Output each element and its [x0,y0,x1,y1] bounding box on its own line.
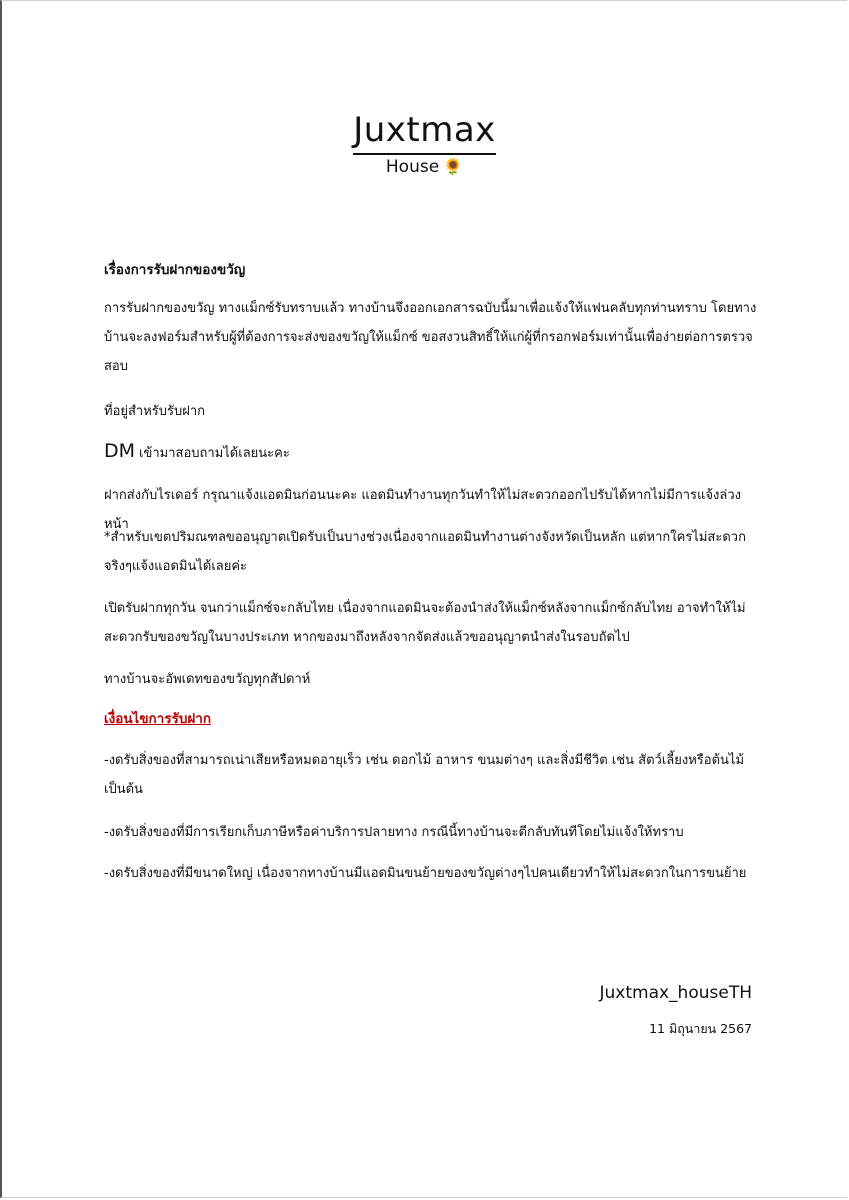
document-title [0,110,849,150]
document-subtitle [0,156,849,178]
subtitle-text: House [385,157,440,177]
document-date: 11 มิถุนายน 2567 [649,1021,752,1036]
update-note: ทางบ้านจะอัพเดทของขวัญทุกสัปดาห์ [104,672,311,687]
area-note: *สำหรับเขตปริมณฑลขออนุญาตเปิดรับเป็นบางช่วงเนื่องจากแอดมินทำงานต่างจังหวัดเป็นหลัก แต่หากใครไม่สะดวกจริงๆแจ้งแอดมินได้เลยค่ะ [104,530,746,574]
rider-note: ฝากส่งกับไรเดอร์ กรุณาแจ้งแอดมินก่อนนะคะ แอดมินทำงานทุกวันทำให้ไม่สะดวกออกไปรับได้หากไม่มีการแจ้งล่วงหน้า [104,488,741,532]
open-note: เปิดรับฝากทุกวัน จนกว่าแม็กซ์จะกลับไทย เนื่องจากแอดมินจะต้องนำส่งให้แม็กซ์หลังจากแม็กซ์กลับไทย อาจทำให้ไม่สะดวกรับของขวัญในบางประเภท หากของมาถึงหลังจากจัดส่งแล้วขออนุญาตนำส่งในรอบถัดไป [104,601,746,645]
signature: Juxtmax_houseTH [599,983,752,1003]
dm-text: เข้ามาสอบถามได้เลยนะคะ [139,446,290,461]
notice-heading: เรื่องการรับฝากของขวัญ [104,262,246,278]
condition-item-3: -งดรับสิ่งของที่มีขนาดใหญ่ เนื่องจากทางบ้านมีแอดมินขนย้ายของขวัญต่างๆไปคนเดียวทำให้ไม่สะดวกในการขนย้าย [104,866,747,881]
intro-paragraph: การรับฝากของขวัญ ทางแม็กซ์รับทราบแล้ว ทางบ้านจึงออกเอกสารฉบับนี้มาเพื่อแจ้งให้แฟนคลับทุกท่านทราบ โดยทางบ้านจะลงฟอร์มสำหรับผู้ที่ต้องการจะส่งของขวัญให้แม็กซ์ ขอสงวนสิทธิ์ให้แก่ผู้ที่กรอกฟอร์มเท่านั้นเพื่อง่ายต่อการตรวจสอบ [104,301,757,374]
dm-prefix: DM [104,440,136,462]
conditions-heading: เงื่อนไขการรับฝาก [104,711,212,727]
title-text: Juxtmax [353,110,496,155]
sunflower-icon: 🌻 [443,157,464,176]
condition-item-2: -งดรับสิ่งของที่มีการเรียกเก็บภาษีหรือค่าบริการปลายทาง กรณีนี้ทางบ้านจะตีกลับทันทีโดยไม่แจ้งให้ทราบ [104,825,684,840]
condition-item-1: -งดรับสิ่งของที่สามารถเน่าเสียหรือหมดอายุเร็ว เช่น ดอกไม้ อาหาร ขนมต่างๆ และสิ่งมีชีวิต เช่น สัตว์เลี้ยงหรือต้นไม้ เป็นต้น [104,753,745,797]
address-label: ที่อยู่สำหรับรับฝาก [104,404,206,419]
dm-line [104,437,764,468]
